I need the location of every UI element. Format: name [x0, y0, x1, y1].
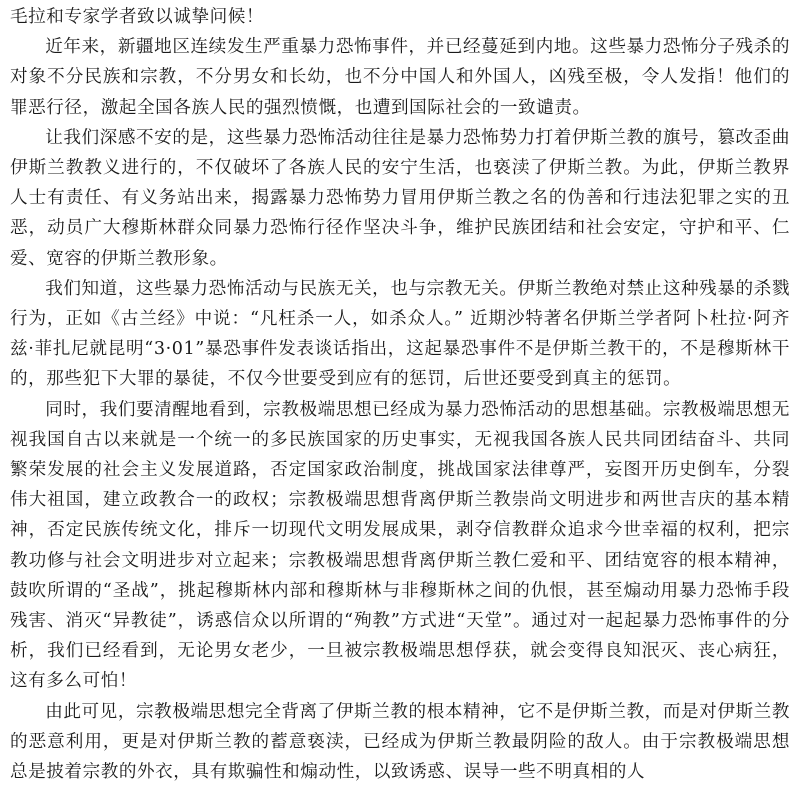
paragraph-not-religion: 我们知道，这些暴力恐怖活动与民族无关，也与宗教无关。伊斯兰教绝对禁止这种残暴的杀戮行为，正如《古兰经》中说：“凡枉杀一人，如杀众人。” 近期沙特著名伊斯兰学者阿卜杜拉·阿齐兹·菲扎尼就昆明“3·01”暴恐事件发表谈话指出，这起暴恐事件不是伊斯兰教干的，不是穆斯林干的，那些犯下大罪的暴徒，不仅今世要受到应有的惩罚，后世还要受到真主的惩罚。 — [10, 278, 790, 390]
paragraph-conclusion: 由此可见，宗教极端思想完全背离了伊斯兰教的根本精神，它不是伊斯兰教，而是对伊斯兰教的恶意利用，更是对伊斯兰教的蓄意亵渎，已经成为伊斯兰教最阴险的敌人。由于宗教极端思想总是披着宗教的外衣，具有欺骗性和煽动性，以致诱惑、误导一些不明真相的人 — [10, 701, 790, 783]
paragraph-extremism-basis: 同时，我们要清醒地看到，宗教极端思想已经成为暴力恐怖活动的思想基础。宗教极端思想无视我国自古以来就是一个统一的多民族国家的历史事实，无视我国各族人民共同团结奋斗、共同繁荣发展的社会主义发展道路，否定国家政治制度，挑战国家法律尊严，妄图开历史倒车，分裂伟大祖国，建立政教合一的政权；宗教极端思想背离伊斯兰教崇尚文明进步和两世吉庆的基本精神，否定民族传统文化，排斥一切现代文明发展成果，剥夺信教群众追求今世幸福的权利，把宗教功修与社会文明进步对立起来；宗教极端思想背离伊斯兰教仁爱和平、团结宽容的根本精神，鼓吹所谓的“圣战”，挑起穆斯林内部和穆斯林与非穆斯林之间的仇恨，甚至煽动用暴力恐怖手段残害、消灭“异教徒”，诱惑信众以所谓的“殉教”方式进“天堂”。通过对一起起暴力恐怖事件的分析，我们已经看到，无论男女老少，一旦被宗教极端思想俘获，就会变得良知泯灭、丧心病狂，这有多么可怕！ — [10, 399, 790, 692]
paragraph-concern: 让我们深感不安的是，这些暴力恐怖活动往往是暴力恐怖势力打着伊斯兰教的旗号，篡改歪曲伊斯兰教教义进行的，不仅破坏了各族人民的安宁生活，也亵渎了伊斯兰教。为此，伊斯兰教界人士有责任、有义务站出来，揭露暴力恐怖势力冒用伊斯兰教之名的伪善和行违法犯罪之实的丑恶，动员广大穆斯林群众同暴力恐怖行径作坚决斗争，维护民族团结和社会安定，守护和平、仁爱、宽容的伊斯兰教形象。 — [10, 127, 790, 269]
paragraph-recent-incidents: 近年来，新疆地区连续发生严重暴力恐怖事件，并已经蔓延到内地。这些暴力恐怖分子残杀的对象不分民族和宗教，不分男女和长幼，也不分中国人和外国人，凶残至极，令人发指！他们的罪恶行径，激起全国各族人民的强烈愤慨，也遭到国际社会的一致谴责。 — [10, 37, 790, 118]
paragraph-greeting-continuation: 毛拉和专家学者致以诚挚问候！ — [10, 7, 265, 27]
document-body — [10, 2, 790, 787]
